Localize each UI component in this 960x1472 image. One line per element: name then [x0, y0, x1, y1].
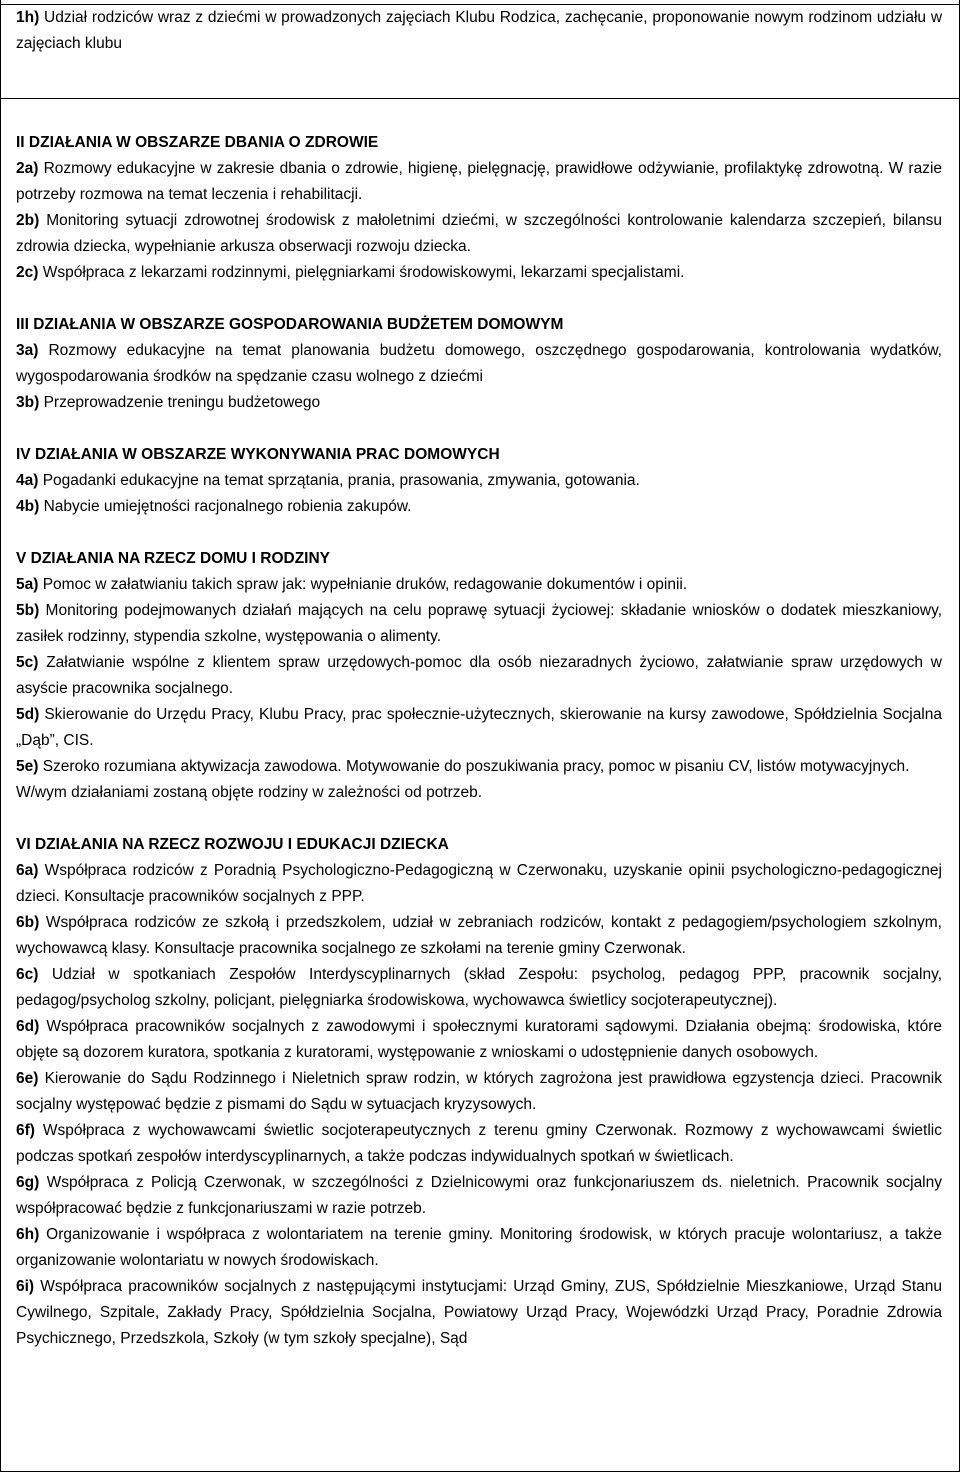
- item-text: Szeroko rozumiana aktywizacja zawodowa. Motywowanie do poszukiwania pracy, pomoc w pisaniu CV, listów motywacyjnych.: [42, 758, 910, 775]
- item-4b: [16, 494, 942, 520]
- item-text: Pogadanki edukacyjne na temat sprzątania, prania, prasowania, zmywania, gotowania.: [42, 472, 640, 489]
- item-3b: [16, 390, 942, 416]
- section-heading-4: IV DZIAŁANIA W OBSZARZE WYKONYWANIA PRAC DOMOWYCH: [16, 446, 500, 463]
- item-2b: [16, 208, 942, 260]
- item-label: 6d): [16, 1018, 40, 1035]
- item-text: Udział rodziców wraz z dziećmi w prowadzonych zajęciach Klubu Rodzica, zachęcanie, proponowanie nowym rodzinom udziału w zajęciach klubu: [16, 9, 943, 52]
- item-text: Kierowanie do Sądu Rodzinnego i Nieletnich spraw rodzin, w których zagrożona jest prawidłowa egzystencja dzieci. Pracownik socjalny występować będzie z pismami do Sądu w sytuacjach kryzysowych.: [16, 1070, 942, 1113]
- item-label: 1h): [16, 9, 40, 26]
- item-text: Udział w spotkaniach Zespołów Interdyscyplinarnych (skład Zespołu: psycholog, pedagog PPP, pracownik socjalny, pedagog/psycholog szkolny, policjant, pielęgniarka środowiskowa, wychowawca świetlicy socjoterapeutycznej).: [16, 966, 943, 1009]
- item-text: Skierowanie do Urzędu Pracy, Klubu Pracy, prac społecznie-użytecznych, skierowanie na kursy zawodowe, Spółdzielnia Socjalna „Dąb”, CIS.: [16, 706, 942, 749]
- item-label: 3b): [16, 394, 40, 411]
- item-5c: [16, 650, 942, 702]
- item-text: Współpraca z lekarzami rodzinnymi, pielęgniarkami środowiskowymi, lekarzami specjalistami.: [42, 264, 685, 281]
- item-2a: [16, 156, 942, 208]
- item-6h: [16, 1222, 942, 1274]
- item-6d: [16, 1014, 942, 1066]
- item-label: 5d): [16, 706, 40, 723]
- item-6c: [16, 962, 942, 1014]
- item-text: Współpraca rodziców z Poradnią Psychologiczno-Pedagogiczną w Czerwonaku, uzyskanie opinii psychologiczno-pedagogicznej dzieci. Konsultacje pracowników socjalnych z PPP.: [16, 862, 942, 905]
- item-text: Nabycie umiejętności racjonalnego robienia zakupów.: [43, 498, 412, 515]
- item-3a: [16, 338, 942, 390]
- item-1h: [16, 5, 942, 57]
- item-text: Monitoring sytuacji zdrowotnej środowisk z małoletnimi dziećmi, w szczególności kontrolowanie kalendarza szczepień, bilansu zdrowia dziecka, wypełnianie arkusza obserwacji rozwoju dziecka.: [16, 212, 942, 255]
- item-text: Organizowanie i współpraca z wolontariatem na terenie gminy. Monitoring środowisk, w których pracuje wolontariusz, a także organizowanie wolontariatu w nowych środowiskach.: [16, 1226, 942, 1269]
- item-label: 3a): [16, 342, 39, 359]
- item-label: 6f): [16, 1122, 35, 1139]
- section-heading-5: V DZIAŁANIA NA RZECZ DOMU I RODZINY: [16, 550, 331, 567]
- item-label: 2a): [16, 160, 39, 177]
- item-label: 5c): [16, 654, 39, 671]
- item-text: Rozmowy edukacyjne w zakresie dbania o zdrowie, higienę, pielęgnację, prawidłowe odżywianie, profilaktykę zdrowotną. W razie potrzeby rozmowa na temat leczenia i rehabilitacji.: [16, 160, 943, 203]
- item-5d: [16, 702, 942, 754]
- item-text: Załatwianie wspólne z klientem spraw urzędowych-pomoc dla osób niezaradnych życiowo, załatwianie spraw urzędowych w asyście pracownika socjalnego.: [16, 654, 942, 697]
- section-note: W/wym działaniami zostaną objęte rodziny w zależności od potrzeb.: [16, 784, 483, 801]
- item-label: 4a): [16, 472, 39, 489]
- item-text: Pomoc w załatwianiu takich spraw jak: wypełnianie druków, redagowanie dokumentów i opinii.: [42, 576, 688, 593]
- item-text: Współpraca z wychowawcami świetlic socjoterapeutycznych z terenu gminy Czerwonak. Rozmowy z wychowawcami świetlic podczas spotkań zespołów interdyscyplinarnych, a także podczas indywidualnych spotkań w świetlicach.: [16, 1122, 942, 1165]
- item-label: 5b): [16, 602, 40, 619]
- item-6b: [16, 910, 942, 962]
- item-6i: [16, 1274, 942, 1352]
- item-text: Rozmowy edukacyjne na temat planowania budżetu domowego, oszczędnego gospodarowania, kontrolowania wydatków, wygospodarowania środków na spędzanie czasu wolnego z dziećmi: [16, 342, 942, 385]
- item-text: Przeprowadzenie treningu budżetowego: [43, 394, 321, 411]
- section-heading-6: VI DZIAŁANIA NA RZECZ ROZWOJU I EDUKACJI DZIECKA: [16, 836, 449, 853]
- item-label: 2b): [16, 212, 40, 229]
- item-4a: [16, 468, 942, 494]
- item-label: 6e): [16, 1070, 39, 1087]
- item-6g: [16, 1170, 942, 1222]
- table-cell-top: [16, 5, 942, 57]
- section-heading-3: III DZIAŁANIA W OBSZARZE GOSPODAROWANIA BUDŻETEM DOMOWYM: [16, 316, 564, 333]
- item-6a: [16, 858, 942, 910]
- item-5b: [16, 598, 942, 650]
- item-text: Współpraca z Policją Czerwonak, w szczególności z Dzielnicowymi oraz funkcjonariuszem ds. nieletnich. Pracownik socjalny współpracować będzie z funkcjonariuszami w razie potrzeb.: [16, 1174, 942, 1217]
- item-6f: [16, 1118, 942, 1170]
- section-heading-2: II DZIAŁANIA W OBSZARZE DBANIA O ZDROWIE: [16, 134, 379, 151]
- item-label: 5a): [16, 576, 39, 593]
- item-label: 5e): [16, 758, 39, 775]
- item-6e: [16, 1066, 942, 1118]
- item-5e: [16, 754, 942, 780]
- document-body: [16, 130, 942, 1352]
- item-text: Monitoring podejmowanych działań mających na celu poprawę sytuacji życiowej: składanie wniosków o dodatek mieszkaniowy, zasiłek rodzinny, stypendia szkolne, występowania o alimenty.: [16, 602, 943, 645]
- item-5a: [16, 572, 942, 598]
- item-label: 6i): [16, 1278, 35, 1295]
- item-text: Współpraca pracowników socjalnych z zawodowymi i społecznymi kuratorami sądowymi. Działania obejmą: środowiska, które objęte są dozorem kuratora, spotkania z kuratorami, występowanie z wnioskami o udostępnienie danych osobowych.: [16, 1018, 942, 1061]
- item-label: 6g): [16, 1174, 40, 1191]
- item-label: 4b): [16, 498, 40, 515]
- item-label: 6b): [16, 914, 40, 931]
- item-label: 2c): [16, 264, 39, 281]
- table-row-divider: [0, 98, 960, 99]
- item-label: 6a): [16, 862, 39, 879]
- item-2c: [16, 260, 942, 286]
- item-text: Współpraca rodziców ze szkołą i przedszkolem, udział w zebraniach rodziców, kontakt z pedagogiem/psychologiem szkolnym, wychowawcą klasy. Konsultacje pracownika socjalnego ze szkołami na terenie gminy Czerwonak.: [16, 914, 942, 957]
- item-label: 6h): [16, 1226, 40, 1243]
- item-text: Współpraca pracowników socjalnych z następującymi instytucjami: Urząd Gminy, ZUS, Spółdzielnie Mieszkaniowe, Urząd Stanu Cywilnego, Szpitale, Zakłady Pracy, Spółdzielnia Socjalna, Powiatowy Urząd Pracy, Wojewódzki Urząd Pracy, Poradnie Zdrowia Psychicznego, Przedszkola, Szkoły (w tym szkoły specjalne), Sąd: [16, 1278, 942, 1347]
- item-label: 6c): [16, 966, 39, 983]
